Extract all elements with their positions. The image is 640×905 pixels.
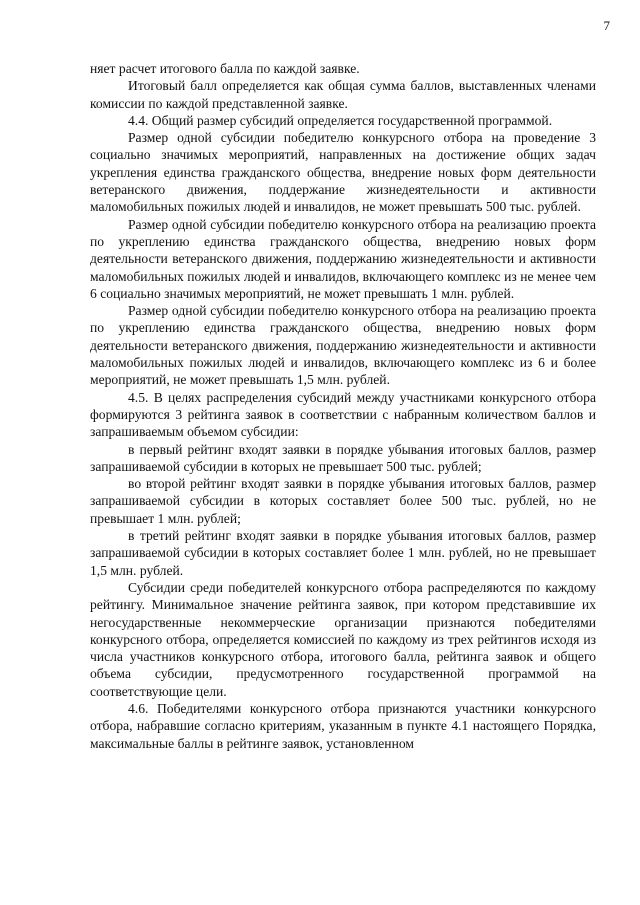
- paragraph-list-item: в третий рейтинг входят заявки в порядке убывания итоговых баллов, размер запрашиваемой субсидии в которых составляет более 1 млн. рублей, но не превышает 1,5 млн. рублей.: [90, 528, 596, 578]
- page-number: 7: [603, 18, 610, 33]
- paragraph-list-item: в первый рейтинг входят заявки в порядке убывания итоговых баллов, размер запрашиваемой субсидии в которых не превышает 500 тыс. рублей;: [90, 441, 596, 474]
- paragraph: Субсидии среди победителей конкурсного отбора распределяются по каждому рейтингу. Минимальное значение рейтинга заявок, при котором представившие их негосударственные некоммерческие организации признаются победителями конкурсного отбора, определяется комиссией по каждому из трех рейтингов исходя из числа участников конкурсного отбора, итогового балла, рейтинга заявок и общего объема субсидии, предусмотренного государственной программой на соответствующие цели.: [90, 579, 596, 699]
- paragraph: Итоговый балл определяется как общая сумма баллов, выставленных членами комиссии по каждой представленной заявке.: [90, 78, 596, 111]
- paragraph: Размер одной субсидии победителю конкурсного отбора на проведение 3 социально значимых мероприятий, направленных на достижение общих задач укрепления единства гражданского общества, внедрение новых форм деятельности ветеранского движения, поддержание жизнедеятельности и активности маломобильных пожилых людей и инвалидов, не может превышать 500 тыс. рублей.: [90, 130, 596, 215]
- paragraph: Размер одной субсидии победителю конкурсного отбора на реализацию проекта по укреплению единства гражданского общества, внедрению новых форм деятельности ветеранского движения, поддержанию жизнедеятельности и активности маломобильных пожилых людей и инвалидов, включающего комплекс из 6 и более мероприятий, не может превышать 1,5 млн. рублей.: [90, 303, 596, 388]
- paragraph-list-item: во второй рейтинг входят заявки в порядке убывания итоговых баллов, размер запрашиваемой субсидии в которых составляет более 500 тыс. рублей, но не превышает 1 млн. рублей;: [90, 476, 596, 526]
- paragraph-4-4: 4.4. Общий размер субсидий определяется государственной программой.: [128, 112, 553, 128]
- document-body: [90, 60, 596, 752]
- paragraph: Размер одной субсидии победителю конкурсного отбора на реализацию проекта по укреплению единства гражданского общества, внедрению новых форм деятельности ветеранского движения, поддержанию жизнедеятельности и активности маломобильных пожилых людей и инвалидов, включающего комплекс из не менее чем 6 социально значимых мероприятий, не может превышать 1 млн. рублей.: [90, 216, 596, 301]
- paragraph-continuation: няет расчет итогового балла по каждой заявке.: [90, 61, 360, 76]
- paragraph-4-5: 4.5. В целях распределения субсидий между участниками конкурсного отбора формируются 3 рейтинга заявок в соответствии с набранным количеством баллов и запрашиваемым объемом субсидии:: [90, 389, 596, 440]
- paragraph-4-6: 4.6. Победителями конкурсного отбора признаются участники конкурсного отбора, набравшие согласно критериям, указанным в пункте 4.1 настоящего Порядка, максимальные баллы в рейтинге заявок, установленном: [90, 700, 596, 751]
